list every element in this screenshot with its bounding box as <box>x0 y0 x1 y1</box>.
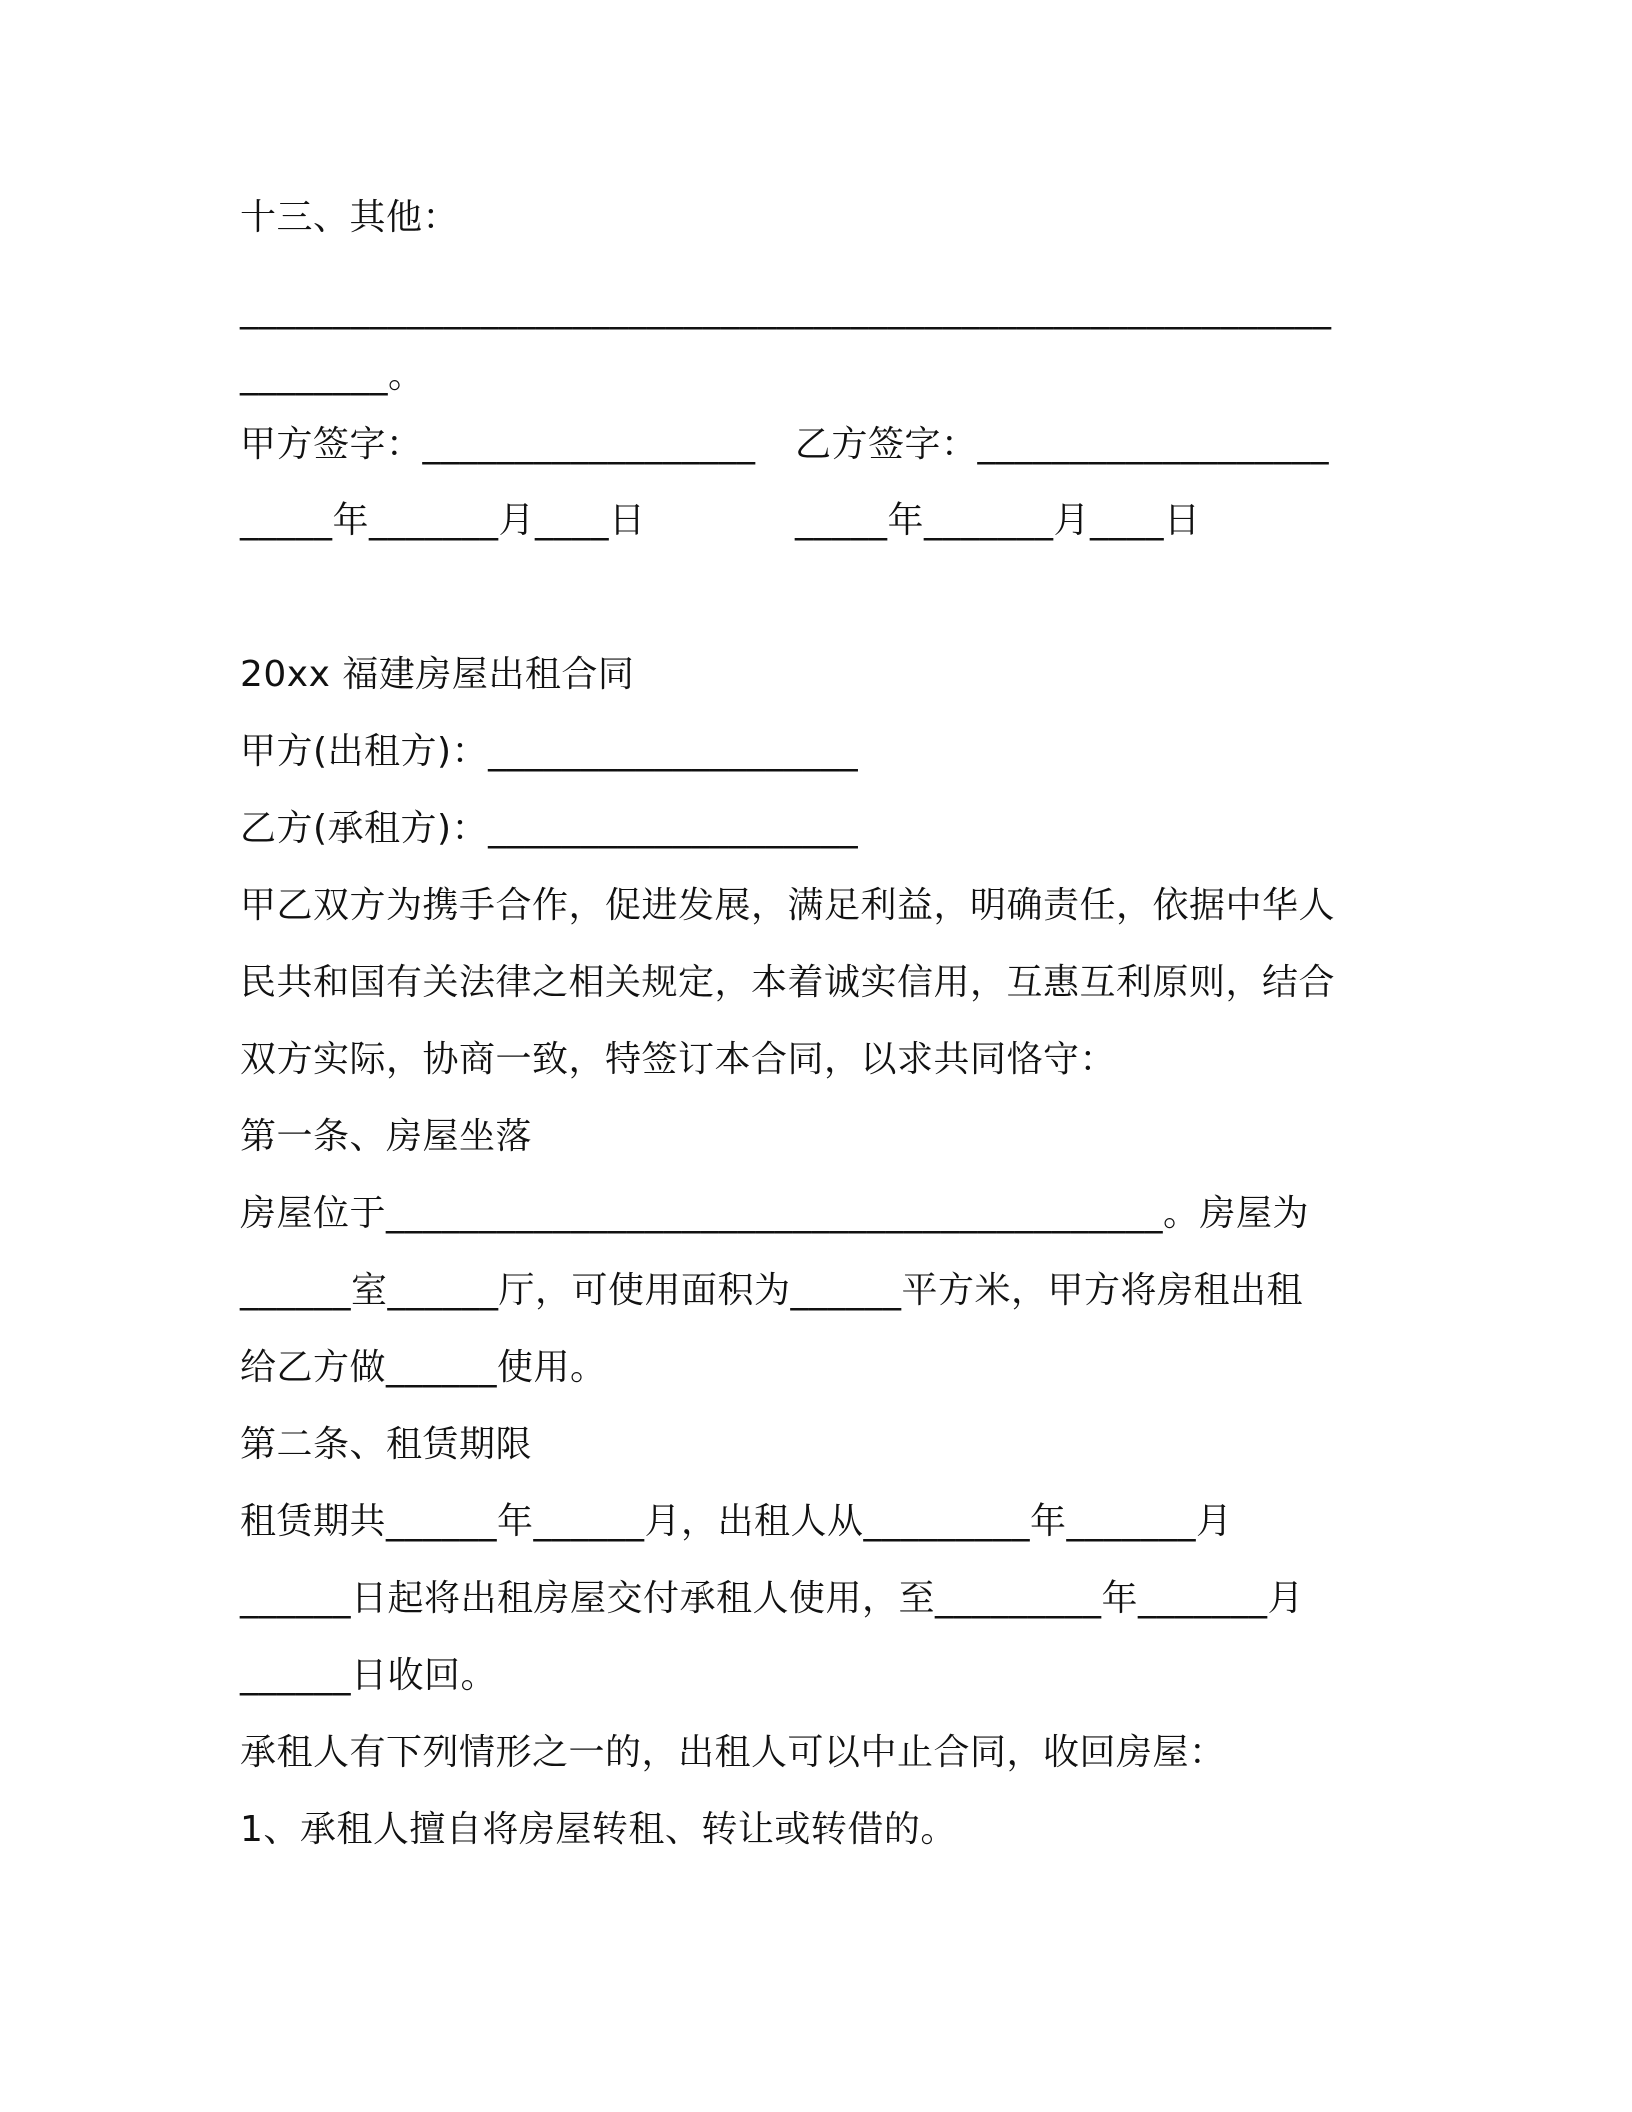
blank-line: ___________________________________________________________ <box>240 289 1332 330</box>
party-a-lessor: 甲方(出租方)：____________________ <box>240 731 859 772</box>
article-1-line: ______室______厅，可使用面积为______平方米，甲方将房租出租 <box>240 1270 1304 1311</box>
article-2-line: 租赁期共______年______月，出租人从_________年_______月 <box>240 1501 1233 1542</box>
preamble-line: 民共和国有关法律之相关规定，本着诚实信用，互惠互利原则，结合 <box>240 962 1336 1003</box>
article-1-line: 房屋位于__________________________________________。房屋为 <box>240 1193 1310 1234</box>
party-b-signature: 乙方签字：___________________ <box>795 424 1330 465</box>
party-a-date: _____年_______月____日 <box>240 500 646 541</box>
article-2-line: ______日起将出租房屋交付承租人使用，至_________年_______月 <box>240 1578 1305 1619</box>
article-2-line: ______日收回。 <box>240 1655 498 1696</box>
section-13-heading: 十三、其他： <box>240 197 460 238</box>
party-a-signature: 甲方签字：__________________ <box>240 424 756 465</box>
preamble-line: 双方实际，协商一致，特签订本合同，以求共同恪守： <box>240 1039 1117 1080</box>
blank-line: ________。 <box>240 355 425 396</box>
party-b-lessee: 乙方(承租方)：____________________ <box>240 808 859 849</box>
article-1-line: 给乙方做______使用。 <box>240 1347 607 1388</box>
termination-item: 1、承租人擅自将房屋转租、转让或转借的。 <box>240 1809 957 1850</box>
party-b-date: _____年_______月____日 <box>795 500 1201 541</box>
article-1-heading: 第一条、房屋坐落 <box>240 1116 533 1157</box>
article-2-heading: 第二条、租赁期限 <box>240 1424 533 1465</box>
contract-title: 20xx 福建房屋出租合同 <box>240 654 635 695</box>
termination-intro: 承租人有下列情形之一的，出租人可以中止合同，收回房屋： <box>240 1732 1226 1773</box>
preamble-line: 甲乙双方为携手合作，促进发展，满足利益，明确责任，依据中华人 <box>240 885 1336 926</box>
